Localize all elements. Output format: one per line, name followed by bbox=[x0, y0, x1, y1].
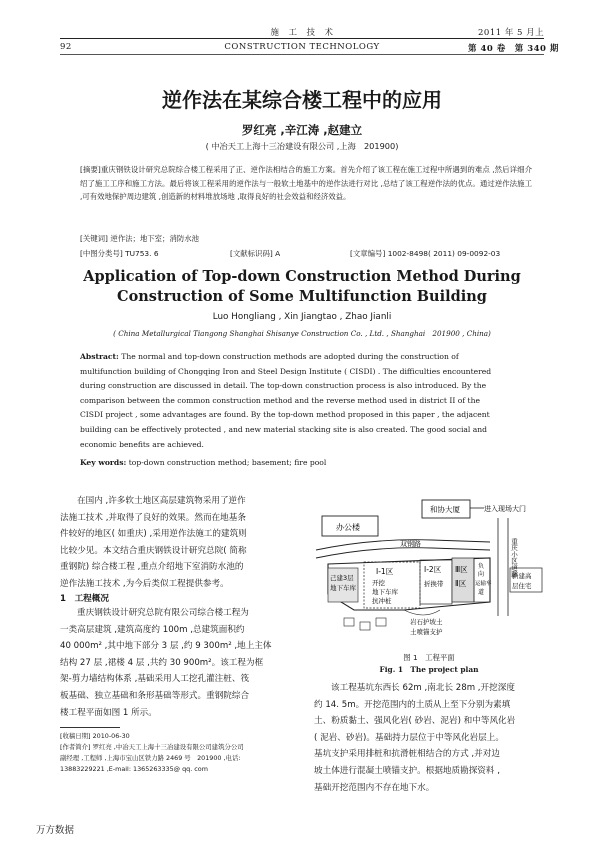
abstract-en-label: Abstract: bbox=[80, 352, 119, 361]
zone-mid-label1: 开挖 bbox=[372, 579, 385, 587]
clc-number bbox=[80, 248, 159, 259]
house-outline bbox=[344, 618, 354, 626]
slope-curve bbox=[404, 610, 440, 615]
zone-small-label: 折换带 bbox=[424, 580, 444, 588]
abstract-zh-label: [摘要] bbox=[80, 165, 101, 174]
keywords-en-label: Key words: bbox=[80, 458, 127, 467]
residential-label2: 层住宅 bbox=[512, 582, 532, 590]
site-description-paragraph: 该工程基坑东西长 62m ,南北长 28m ,开挖深度 约 14. 5m。开挖范围内的土质从上至下分别为素填 土、粉质黏土、强风化岩( 砂岩、泥岩) 和中等风化岩 ( 泥岩、砂岩)。基础持力层位于中等风化岩层上。 基坑支护采用排桩和抗滑桩相结合的方式 ,并对边 坡土体进行混凝土喷锚支护。根据地质勘探资料 , 基础开挖范围内不存在地下水。 bbox=[314, 683, 516, 793]
abstract-en-line: during construction are discussed in detail. The top-down construction process is also introduced. By the bbox=[80, 381, 487, 391]
affiliation-zh: ( 中冶天工上海十三冶建设有限公司 ,上海 201900) bbox=[205, 141, 399, 151]
zone-mid-label3: 抗冲桩 bbox=[372, 597, 392, 605]
section-heading-1: 1 工程概况 bbox=[60, 594, 109, 604]
article-value: 1002-8498( 2011) 09-0092-03 bbox=[387, 249, 501, 258]
project-plan-figure bbox=[314, 498, 544, 648]
page-number: 92 bbox=[60, 42, 72, 52]
header-rule-2 bbox=[60, 54, 544, 55]
abstract-en-line: multifunction building of Chongqing Iron and Steel Design Institute ( CISDI) . The difficulties encountered bbox=[80, 366, 492, 376]
residential-label1: 新建高 bbox=[512, 572, 532, 580]
authors-zh: 罗红亮 ,辛江涛 ,赵建立 bbox=[241, 123, 363, 137]
journal-name-en: CONSTRUCTION TECHNOLOGY bbox=[224, 42, 380, 52]
section1-paragraph: 重庆钢铁设计研究总院有限公司综合楼工程为 一类高层建筑 ,建筑高度约 100m ,总建筑面积约 40 000m² ,其中地下部分 3 层 ,约 9 300m² ,地上主体 结构 27 层 ,裙楼 4 层 ,共约 30 900m²。该工程为框 架-剪力墙结构体系 ,基础采用人工挖孔灌注桩、筏 板基础、独立基础和条形基础等形式。重钢院综合 楼工程平面如图 1 所示。 bbox=[60, 608, 272, 718]
zone-iii-label: Ⅲ区 bbox=[455, 565, 468, 574]
title-zh: 逆作法在某综合楼工程中的应用 bbox=[162, 88, 442, 112]
watermark: 万方数据 bbox=[36, 825, 75, 836]
ramp-label1: 负 bbox=[478, 563, 485, 570]
footnote: [收稿日期] 2010-06-30 [作者简介] 罗红亮 ,中冶天工上海十三冶建设有限公司建筑分公司 副经理 ,工程师 ,上海市宝山区铁力路 2469 号 201900 ,电话: 13883229221 ,E-mail: 1365263335@ qq. com bbox=[60, 732, 244, 773]
heli-label: 和协大厦 bbox=[430, 505, 460, 514]
road-label: 双钢路 bbox=[400, 540, 421, 548]
header-rule bbox=[60, 38, 544, 39]
zone-left-label1: 己建3层 bbox=[330, 574, 354, 582]
office-label: 办公楼 bbox=[336, 523, 360, 532]
doc-code bbox=[230, 248, 280, 259]
road-right-label: 重庆小区道路 bbox=[510, 538, 518, 577]
ramp-label2: 向 bbox=[478, 571, 485, 578]
slope-label2: 土喷锚支护 bbox=[410, 628, 443, 636]
clc-label: [中图分类号] bbox=[80, 249, 123, 258]
ramp-label4: 道 bbox=[478, 589, 485, 596]
gate-label: 进入现场大门 bbox=[484, 505, 526, 513]
article-number bbox=[350, 248, 500, 259]
abstract-zh bbox=[80, 163, 532, 204]
volume-issue: 第 40 卷 第 340 期 bbox=[468, 44, 559, 54]
affiliation-en: ( China Metallurgical Tiangong Shanghai Shisanye Construction Co. , Ltd. , Shanghai 201900 , China) bbox=[113, 329, 491, 338]
clc-value: TU753. 6 bbox=[125, 249, 159, 258]
ramp-label3: 运输车 bbox=[475, 581, 492, 587]
keywords-zh-text: 逆作法；地下室；消防水池 bbox=[110, 234, 200, 243]
zone-mid-label2: 地下车库 bbox=[372, 588, 398, 596]
abstract-en-line: CISDI project , some advantages are found. By the top-down method proposed in this paper , the adjacent bbox=[80, 410, 490, 420]
keywords-en-text: top-down construction method; basement; fire pool bbox=[128, 458, 327, 467]
abstract-en-line: Abstract: The normal and top-down construction methods are adopted during the construction of bbox=[80, 352, 459, 361]
zone-i1-label: Ⅰ-1区 bbox=[376, 567, 394, 576]
figure-caption-en: Fig. 1 The project plan bbox=[379, 665, 479, 674]
keywords-en bbox=[80, 456, 532, 471]
keywords-zh-label: [关键词] bbox=[80, 234, 108, 243]
abstract-zh-text: 重庆钢铁设计研究总院综合楼工程采用了正、逆作法相结合的施工方案。首先介绍了该工程在施工过程中所遇到的难点 ,然后详细介绍了施工工序和施工方法。最后将该工程采用的逆作法与一般软土地基中的逆作法进行对比 ,总结了该工程逆作法的优点。通过逆作法施工 ,可有效地保护周边建筑 ,创造新的材料堆放场地 ,取得良好的社会效益和经济效益。 bbox=[80, 165, 532, 202]
issue-date: 2011 年 5 月上 bbox=[478, 28, 545, 38]
abstract-en bbox=[80, 350, 532, 452]
house-outline bbox=[376, 618, 386, 626]
zone-left-label2: 地下车库 bbox=[330, 584, 356, 592]
keywords-zh bbox=[80, 233, 199, 244]
article-label: [文章编号] bbox=[350, 249, 386, 258]
abstract-en-line: building can be effectively protected , and new material stacking site is also created. The good social and bbox=[80, 424, 488, 434]
title-en-line2: Construction of Some Multifunction Building bbox=[117, 288, 487, 305]
road-lower-edge bbox=[316, 548, 490, 558]
journal-name-zh: 施 工 技 术 bbox=[270, 28, 334, 38]
doc-label: [文献标识码] bbox=[230, 249, 273, 258]
figure-caption-zh: 图 1 工程平面 bbox=[403, 653, 455, 662]
slope-label1: 岩石护坡土 bbox=[410, 618, 443, 626]
authors-en: Luo Hongliang , Xin Jiangtao , Zhao Jianli bbox=[212, 312, 392, 322]
house-outline bbox=[360, 622, 370, 630]
doc-value: A bbox=[275, 249, 281, 258]
zone-i2-label: Ⅰ-2区 bbox=[424, 565, 442, 574]
title-en-line1: Application of Top-down Construction Method During bbox=[83, 268, 521, 285]
footnote-rule bbox=[60, 727, 120, 728]
abstract-en-line: economic benefits are achieved. bbox=[80, 439, 204, 449]
abstract-en-line: comparison between the common construction method and the reverse method used in district II of the bbox=[80, 395, 480, 405]
zone-ii-label: Ⅱ区 bbox=[455, 579, 467, 588]
intro-paragraph: 在国内 ,许多软土地区高层建筑物采用了逆作 法施工技术 ,并取得了良好的效果。然而在地基条 件较好的地区( 如重庆) ,采用逆作法施工的建筑则 比较少见。本文结合重庆钢铁设计研究总院( 简称 重钢院) 综合楼工程 ,重点介绍地下室消防水池的 逆作法施工技术 ,为今后类似工程提供参考。 bbox=[60, 496, 247, 589]
